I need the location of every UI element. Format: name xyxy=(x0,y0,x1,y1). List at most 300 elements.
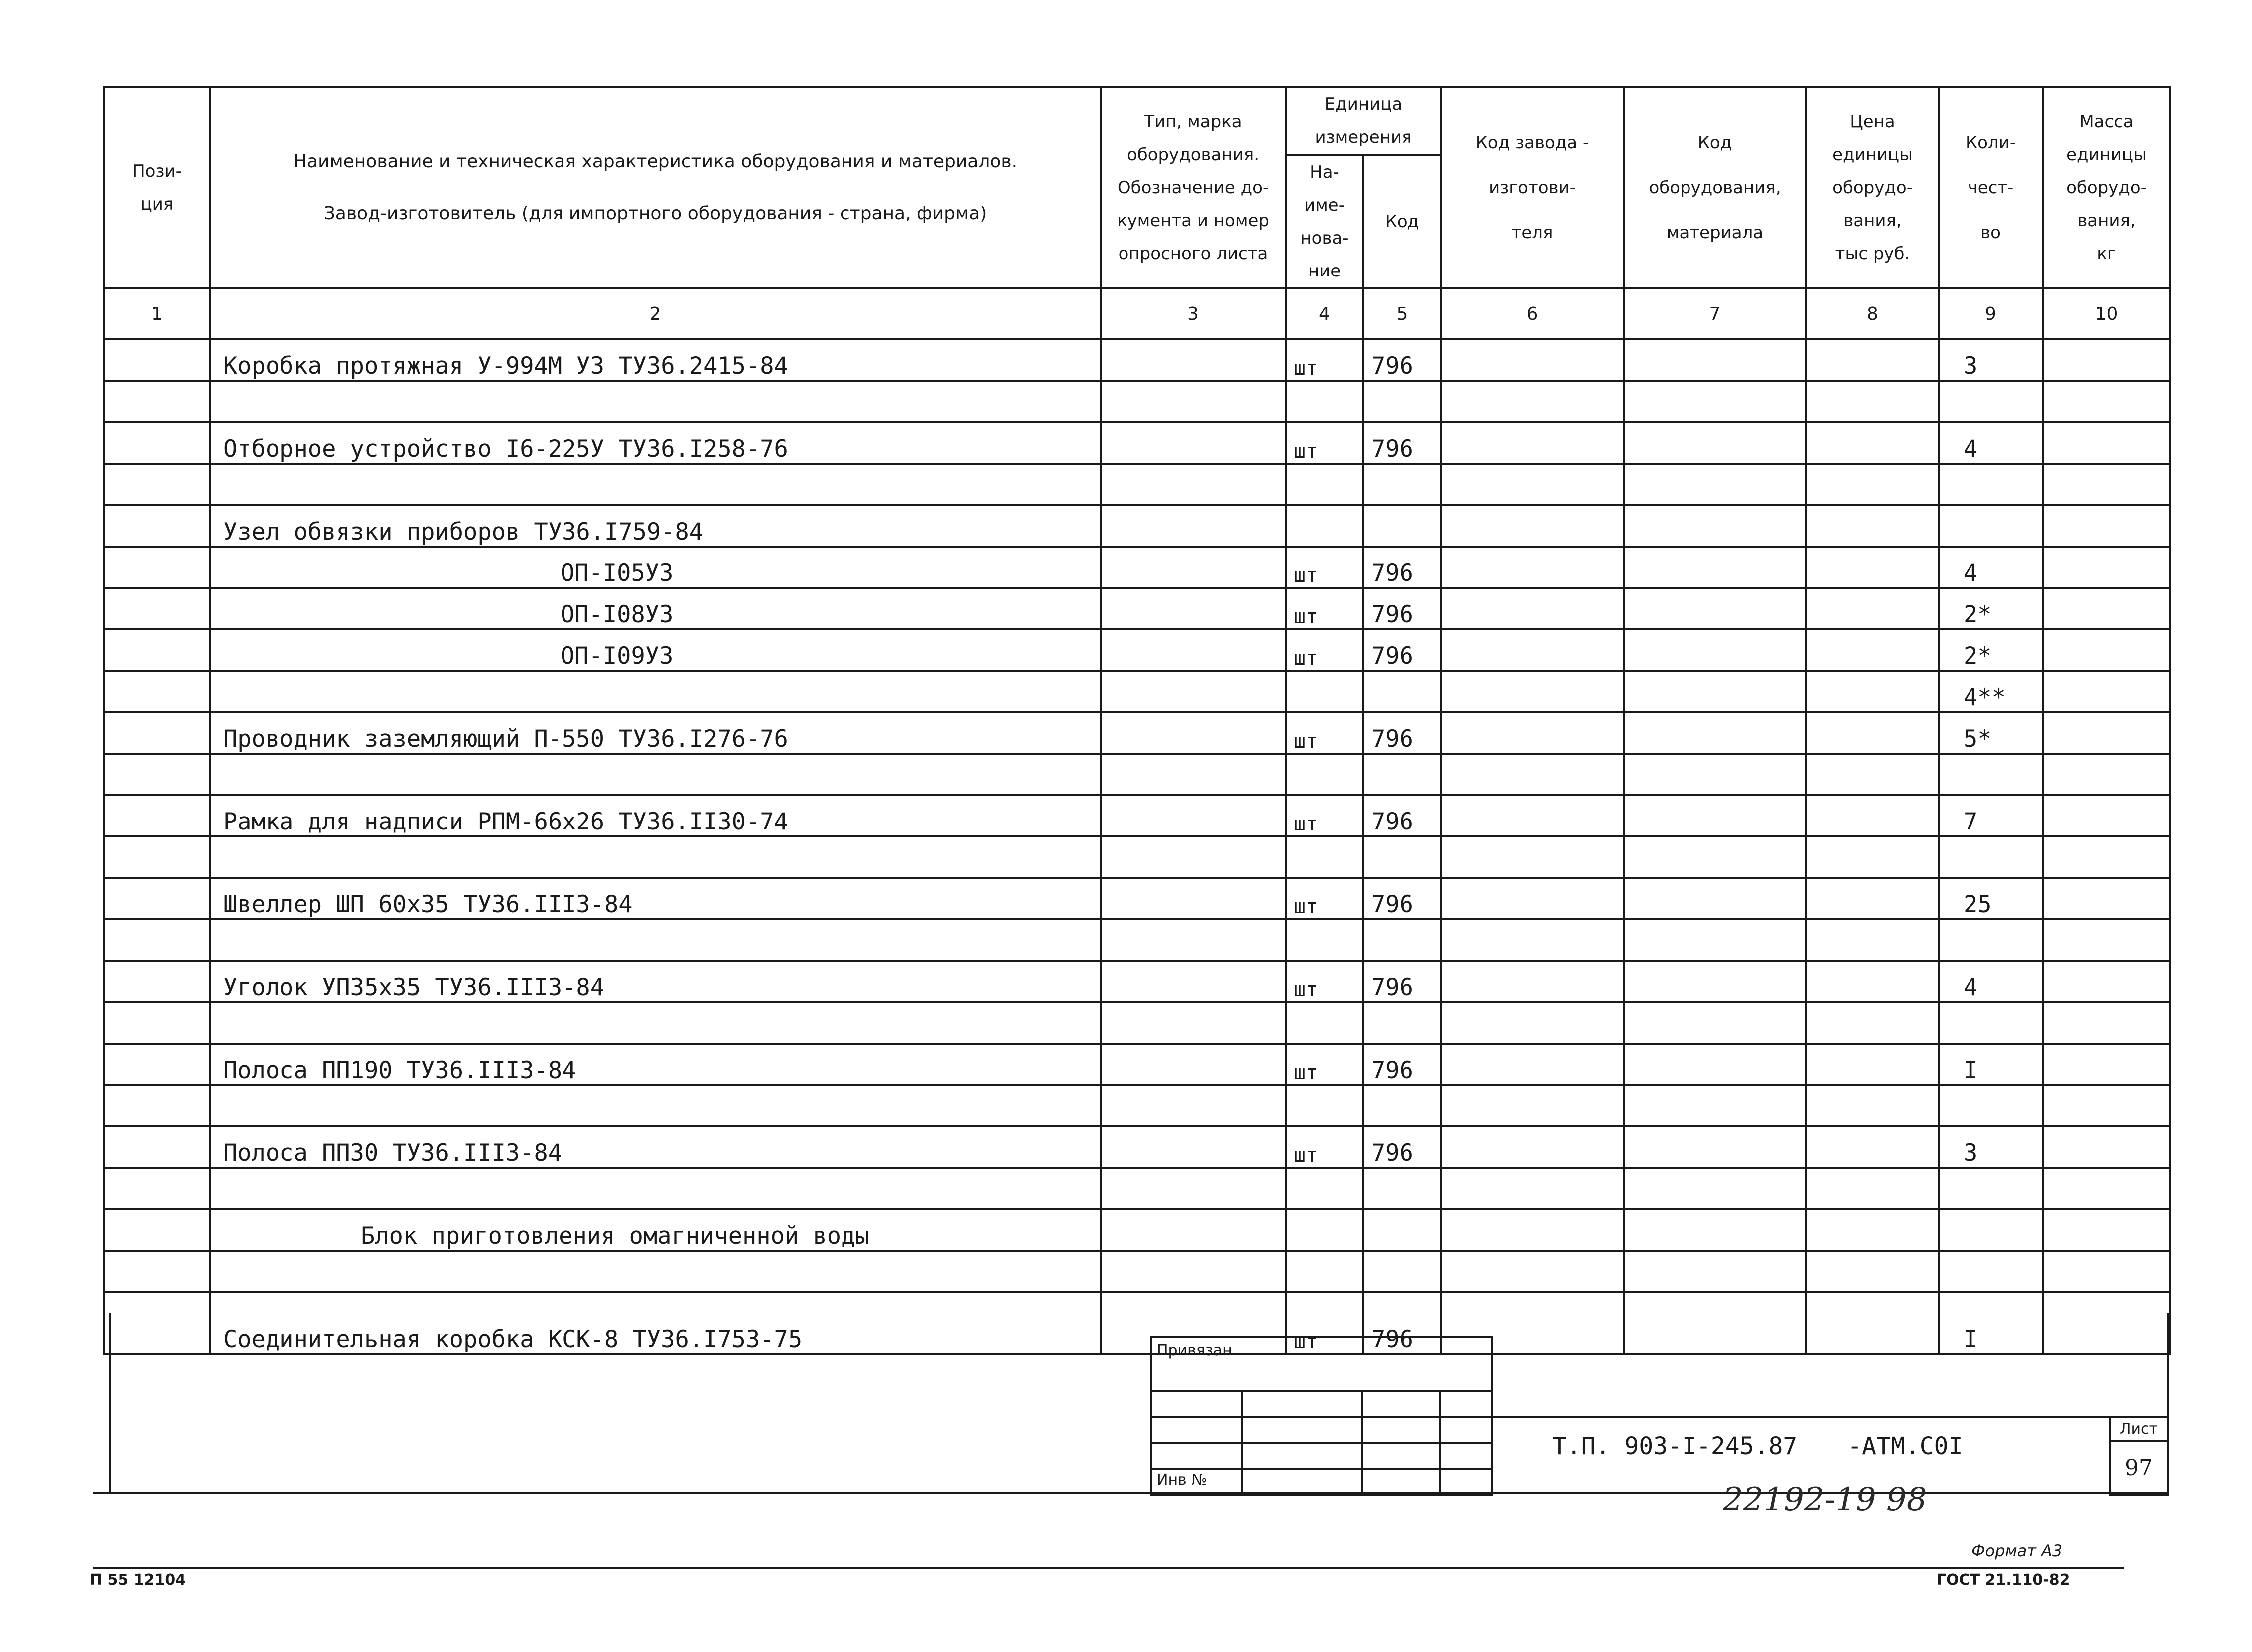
cell-type xyxy=(1101,671,1286,712)
doc-number-suffix: -АТМ.С0I xyxy=(1847,1432,1963,1460)
cell-quantity xyxy=(1939,754,2043,795)
cell-plant-code xyxy=(1441,961,1624,1002)
cell-equipment-code xyxy=(1624,1292,1806,1354)
cell-mass xyxy=(2043,878,2170,919)
cell-unit-code: 796 xyxy=(1363,712,1441,754)
cell-name xyxy=(210,671,1101,712)
cell-position xyxy=(104,547,210,588)
column-number: 5 xyxy=(1363,288,1441,339)
cell-equipment-code xyxy=(1624,1168,1806,1209)
cell-plant-code xyxy=(1441,712,1624,754)
cell-name: ОП-I05УЗ xyxy=(210,547,1101,588)
cell-unit-code: 796 xyxy=(1363,1126,1441,1168)
table-row xyxy=(104,1209,2170,1251)
table-row xyxy=(104,1168,2170,1209)
cell-type xyxy=(1101,1044,1286,1085)
cell-position xyxy=(104,712,210,754)
cell-mass xyxy=(2043,588,2170,629)
cell-unit-code xyxy=(1363,754,1441,795)
cell-equipment-code xyxy=(1624,1126,1806,1168)
cell-price xyxy=(1806,1126,1939,1168)
cell-quantity: 2* xyxy=(1939,629,2043,671)
table-row xyxy=(104,795,2170,836)
header-plant-code: Код завода - изготови- теля xyxy=(1441,87,1624,288)
cell-price xyxy=(1806,1168,1939,1209)
cell-mass xyxy=(2043,1126,2170,1168)
cell-unit-code xyxy=(1363,1251,1441,1292)
cell-unit-code xyxy=(1363,1168,1441,1209)
cell-plant-code xyxy=(1441,878,1624,919)
cell-mass xyxy=(2043,961,2170,1002)
cell-equipment-code xyxy=(1624,1002,1806,1044)
cell-price xyxy=(1806,754,1939,795)
column-number: 9 xyxy=(1939,288,2043,339)
cell-type xyxy=(1101,961,1286,1002)
cell-type xyxy=(1101,836,1286,878)
cell-name: Проводник заземляющий П-550 ТУ36.I276-76 xyxy=(210,712,1101,754)
cell-equipment-code xyxy=(1624,712,1806,754)
cell-quantity: 2* xyxy=(1939,588,2043,629)
table-row xyxy=(104,1044,2170,1085)
cell-equipment-code xyxy=(1624,836,1806,878)
cell-position xyxy=(104,1044,210,1085)
cell-mass xyxy=(2043,1085,2170,1126)
cell-position xyxy=(104,1251,210,1292)
cell-unit: шт xyxy=(1286,961,1363,1002)
cell-price xyxy=(1806,629,1939,671)
cell-price xyxy=(1806,795,1939,836)
cell-equipment-code xyxy=(1624,1085,1806,1126)
cell-price xyxy=(1806,422,1939,464)
cell-price xyxy=(1806,339,1939,381)
specification-table xyxy=(103,86,2171,1355)
frame-right-line xyxy=(2167,1313,2169,1492)
cell-position xyxy=(104,381,210,422)
cell-unit xyxy=(1286,464,1363,505)
cell-name xyxy=(210,1085,1101,1126)
cell-unit-code xyxy=(1363,836,1441,878)
cell-plant-code xyxy=(1441,339,1624,381)
cell-equipment-code xyxy=(1624,1251,1806,1292)
cell-position xyxy=(104,919,210,961)
cell-unit: шт xyxy=(1286,1044,1363,1085)
cell-position xyxy=(104,464,210,505)
cell-unit: шт xyxy=(1286,339,1363,381)
table-row xyxy=(104,339,2170,381)
cell-type xyxy=(1101,754,1286,795)
cell-plant-code xyxy=(1441,464,1624,505)
cell-type xyxy=(1101,1002,1286,1044)
cell-type xyxy=(1101,878,1286,919)
header-unit-group: Единица измерения xyxy=(1286,87,1441,155)
cell-unit xyxy=(1286,505,1363,547)
table-row xyxy=(104,629,2170,671)
cell-position xyxy=(104,1209,210,1251)
cell-quantity: 4** xyxy=(1939,671,2043,712)
cell-name xyxy=(210,1168,1101,1209)
cell-position xyxy=(104,671,210,712)
cell-unit xyxy=(1286,1085,1363,1126)
cell-unit: шт xyxy=(1286,878,1363,919)
table-row xyxy=(104,919,2170,961)
cell-unit xyxy=(1286,381,1363,422)
cell-quantity xyxy=(1939,1251,2043,1292)
cell-mass xyxy=(2043,381,2170,422)
cell-quantity: I xyxy=(1939,1292,2043,1354)
cell-plant-code xyxy=(1441,1044,1624,1085)
cell-mass xyxy=(2043,671,2170,712)
cell-mass xyxy=(2043,1168,2170,1209)
cell-name: Отборное устройство I6-225У ТУ36.I258-76 xyxy=(210,422,1101,464)
cell-quantity: 4 xyxy=(1939,961,2043,1002)
table-row xyxy=(104,712,2170,754)
cell-unit-code xyxy=(1363,1209,1441,1251)
cell-position xyxy=(104,629,210,671)
cell-mass xyxy=(2043,1002,2170,1044)
header-quantity: Коли- чест- во xyxy=(1939,87,2043,288)
cell-equipment-code xyxy=(1624,505,1806,547)
cell-equipment-code xyxy=(1624,1209,1806,1251)
cell-plant-code xyxy=(1441,588,1624,629)
cell-quantity: I xyxy=(1939,1044,2043,1085)
cell-equipment-code xyxy=(1624,754,1806,795)
cell-quantity: 25 xyxy=(1939,878,2043,919)
cell-position xyxy=(104,339,210,381)
table-row xyxy=(104,505,2170,547)
cell-position xyxy=(104,1168,210,1209)
cell-name: Блок приготовления омагниченной воды xyxy=(210,1209,1101,1251)
cell-position xyxy=(104,754,210,795)
cell-price xyxy=(1806,671,1939,712)
header-type-brand: Тип, марка оборудования. Обозначение до- кумента и номер опросного листа xyxy=(1101,87,1286,288)
cell-unit-code: 796 xyxy=(1363,588,1441,629)
stamp-line xyxy=(1241,1390,1243,1494)
cell-equipment-code xyxy=(1624,422,1806,464)
document-number xyxy=(1552,1432,1963,1460)
stamp-inv-label: Инв № xyxy=(1157,1471,1207,1489)
cell-unit-code xyxy=(1363,919,1441,961)
cell-plant-code xyxy=(1441,1002,1624,1044)
cell-unit: шт xyxy=(1286,1126,1363,1168)
cell-unit xyxy=(1286,1251,1363,1292)
cell-equipment-code xyxy=(1624,795,1806,836)
table-row xyxy=(104,1085,2170,1126)
frame-left-line xyxy=(109,1313,111,1492)
column-number-row xyxy=(104,288,2170,339)
cell-price xyxy=(1806,1002,1939,1044)
header-description: Наименование и техническая характеристика оборудования и материалов. Завод-изготовитель (для импортного оборудования - страна, фирма) xyxy=(210,87,1101,288)
cell-quantity xyxy=(1939,919,2043,961)
cell-unit-code: 796 xyxy=(1363,1044,1441,1085)
cell-position xyxy=(104,795,210,836)
cell-position xyxy=(104,505,210,547)
cell-price xyxy=(1806,1209,1939,1251)
cell-price xyxy=(1806,1085,1939,1126)
cell-name xyxy=(210,1002,1101,1044)
cell-type xyxy=(1101,464,1286,505)
cell-price xyxy=(1806,1292,1939,1354)
cell-name: Швеллер ШП 60х35 ТУ36.III3-84 xyxy=(210,878,1101,919)
table-row xyxy=(104,836,2170,878)
cell-equipment-code xyxy=(1624,547,1806,588)
cell-position xyxy=(104,1126,210,1168)
cell-unit-code: 796 xyxy=(1363,1292,1441,1354)
doc-number-main: Т.П. 903-I-245.87 xyxy=(1552,1432,1798,1460)
cell-unit: шт xyxy=(1286,422,1363,464)
cell-plant-code xyxy=(1441,671,1624,712)
cell-type xyxy=(1101,547,1286,588)
cell-unit xyxy=(1286,1209,1363,1251)
cell-quantity xyxy=(1939,1002,2043,1044)
cell-plant-code xyxy=(1441,1168,1624,1209)
cell-mass xyxy=(2043,629,2170,671)
cell-quantity xyxy=(1939,464,2043,505)
table-row xyxy=(104,754,2170,795)
header-equipment-code: Код оборудования, материала xyxy=(1624,87,1806,288)
cell-equipment-code xyxy=(1624,629,1806,671)
cell-equipment-code xyxy=(1624,339,1806,381)
cell-mass xyxy=(2043,464,2170,505)
cell-unit xyxy=(1286,1002,1363,1044)
cell-plant-code xyxy=(1441,754,1624,795)
cell-price xyxy=(1806,588,1939,629)
cell-name: Узел обвязки приборов ТУ36.I759-84 xyxy=(210,505,1101,547)
cell-mass xyxy=(2043,1044,2170,1085)
cell-name: Рамка для надписи РПМ-66х26 ТУ36.II30-74 xyxy=(210,795,1101,836)
cell-plant-code xyxy=(1441,1209,1624,1251)
table-row xyxy=(104,1251,2170,1292)
cell-equipment-code xyxy=(1624,464,1806,505)
cell-unit-code xyxy=(1363,1085,1441,1126)
cell-position xyxy=(104,1292,210,1354)
cell-name xyxy=(210,919,1101,961)
cell-name xyxy=(210,1251,1101,1292)
cell-plant-code xyxy=(1441,1126,1624,1168)
cell-quantity: 4 xyxy=(1939,547,2043,588)
cell-quantity xyxy=(1939,505,2043,547)
cell-mass xyxy=(2043,712,2170,754)
table-row xyxy=(104,1002,2170,1044)
sheet-label: Лист xyxy=(2111,1418,2167,1442)
handwritten-number: 22192-19 98 xyxy=(1723,1481,1927,1518)
sheet-number: 97 xyxy=(2125,1455,2153,1481)
cell-unit-code: 796 xyxy=(1363,422,1441,464)
table-body xyxy=(104,339,2170,1354)
cell-plant-code xyxy=(1441,381,1624,422)
header-unit-name: На- име- нова- ние xyxy=(1286,155,1363,288)
footer-code: П 55 12104 xyxy=(90,1571,186,1589)
cell-plant-code xyxy=(1441,919,1624,961)
column-number: 2 xyxy=(210,288,1101,339)
cell-type xyxy=(1101,795,1286,836)
cell-quantity: 3 xyxy=(1939,339,2043,381)
cell-type xyxy=(1101,1251,1286,1292)
cell-price xyxy=(1806,547,1939,588)
cell-mass xyxy=(2043,422,2170,464)
cell-name xyxy=(210,836,1101,878)
cell-unit: шт xyxy=(1286,795,1363,836)
header-unit-mass: Масса единицы оборудо- вания, кг xyxy=(2043,87,2170,288)
format-label: Формат А3 xyxy=(1971,1541,2063,1560)
cell-plant-code xyxy=(1441,547,1624,588)
gost-label: ГОСТ 21.110-82 xyxy=(1937,1571,2070,1589)
cell-price xyxy=(1806,961,1939,1002)
column-number: 4 xyxy=(1286,288,1363,339)
cell-type xyxy=(1101,629,1286,671)
cell-name: Соединительная коробка КСК-8 ТУ36.I753-75 xyxy=(210,1292,1101,1354)
cell-mass xyxy=(2043,505,2170,547)
cell-unit-code xyxy=(1363,671,1441,712)
cell-unit-code xyxy=(1363,505,1441,547)
cell-unit xyxy=(1286,836,1363,878)
cell-plant-code xyxy=(1441,422,1624,464)
cell-unit: шт xyxy=(1286,547,1363,588)
cell-type xyxy=(1101,422,1286,464)
cell-plant-code xyxy=(1441,1251,1624,1292)
column-number: 8 xyxy=(1806,288,1939,339)
cell-position xyxy=(104,422,210,464)
cell-equipment-code xyxy=(1624,381,1806,422)
cell-mass xyxy=(2043,339,2170,381)
cell-equipment-code xyxy=(1624,919,1806,961)
cell-unit: шт xyxy=(1286,712,1363,754)
cell-unit-code xyxy=(1363,1002,1441,1044)
cell-price xyxy=(1806,919,1939,961)
table-row xyxy=(104,1292,2170,1354)
cell-unit-code: 796 xyxy=(1363,795,1441,836)
cell-plant-code xyxy=(1441,1085,1624,1126)
cell-mass xyxy=(2043,547,2170,588)
cell-equipment-code xyxy=(1624,588,1806,629)
column-number: 10 xyxy=(2043,288,2170,339)
cell-price xyxy=(1806,836,1939,878)
cell-unit xyxy=(1286,671,1363,712)
footer-line xyxy=(93,1567,2124,1569)
cell-unit-code: 796 xyxy=(1363,339,1441,381)
cell-mass xyxy=(2043,1292,2170,1354)
cell-quantity xyxy=(1939,1168,2043,1209)
cell-type xyxy=(1101,919,1286,961)
cell-quantity xyxy=(1939,836,2043,878)
cell-plant-code xyxy=(1441,505,1624,547)
sheet-number-box xyxy=(2109,1416,2169,1496)
header-position: Пози- ция xyxy=(104,87,210,288)
column-number: 3 xyxy=(1101,288,1286,339)
cell-price xyxy=(1806,505,1939,547)
cell-name xyxy=(210,754,1101,795)
cell-unit: шт xyxy=(1286,629,1363,671)
table-row xyxy=(104,381,2170,422)
cell-quantity: 4 xyxy=(1939,422,2043,464)
cell-unit-code: 796 xyxy=(1363,878,1441,919)
cell-mass xyxy=(2043,836,2170,878)
cell-type xyxy=(1101,339,1286,381)
cell-unit-code: 796 xyxy=(1363,629,1441,671)
cell-name: ОП-I08УЗ xyxy=(210,588,1101,629)
cell-position xyxy=(104,878,210,919)
cell-quantity xyxy=(1939,1209,2043,1251)
cell-mass xyxy=(2043,919,2170,961)
column-number: 6 xyxy=(1441,288,1624,339)
cell-unit: шт xyxy=(1286,588,1363,629)
cell-name: Коробка протяжная У-994М УЗ ТУ36.2415-84 xyxy=(210,339,1101,381)
table-row xyxy=(104,464,2170,505)
approval-stamp xyxy=(1150,1336,1493,1496)
cell-unit-code: 796 xyxy=(1363,547,1441,588)
table-row xyxy=(104,1126,2170,1168)
title-block-line xyxy=(1489,1416,2109,1418)
cell-mass xyxy=(2043,1209,2170,1251)
cell-quantity: 5* xyxy=(1939,712,2043,754)
cell-equipment-code xyxy=(1624,878,1806,919)
table-row xyxy=(104,422,2170,464)
cell-name: Уголок УП35х35 ТУ36.III3-84 xyxy=(210,961,1101,1002)
cell-unit xyxy=(1286,919,1363,961)
cell-type xyxy=(1101,588,1286,629)
cell-position xyxy=(104,588,210,629)
cell-name: Полоса ПП190 ТУ36.III3-84 xyxy=(210,1044,1101,1085)
cell-unit: шт xyxy=(1286,1292,1363,1354)
cell-name xyxy=(210,381,1101,422)
column-number: 7 xyxy=(1624,288,1806,339)
cell-price xyxy=(1806,1044,1939,1085)
stamp-line xyxy=(1361,1390,1363,1494)
cell-quantity: 3 xyxy=(1939,1126,2043,1168)
column-number: 1 xyxy=(104,288,210,339)
cell-quantity xyxy=(1939,381,2043,422)
cell-price xyxy=(1806,712,1939,754)
stamp-privyazan-label: Привязан xyxy=(1157,1342,1232,1359)
cell-type xyxy=(1101,1209,1286,1251)
table-row xyxy=(104,878,2170,919)
cell-plant-code xyxy=(1441,629,1624,671)
cell-type xyxy=(1101,1085,1286,1126)
cell-type xyxy=(1101,381,1286,422)
cell-equipment-code xyxy=(1624,1044,1806,1085)
header-unit-code: Код xyxy=(1363,155,1441,288)
cell-unit-code xyxy=(1363,464,1441,505)
cell-unit-code: 796 xyxy=(1363,961,1441,1002)
cell-position xyxy=(104,1002,210,1044)
cell-name: ОП-I09УЗ xyxy=(210,629,1101,671)
cell-mass xyxy=(2043,795,2170,836)
cell-plant-code xyxy=(1441,836,1624,878)
cell-quantity: 7 xyxy=(1939,795,2043,836)
cell-plant-code xyxy=(1441,795,1624,836)
cell-position xyxy=(104,961,210,1002)
cell-equipment-code xyxy=(1624,671,1806,712)
cell-price xyxy=(1806,381,1939,422)
cell-unit xyxy=(1286,754,1363,795)
cell-position xyxy=(104,836,210,878)
cell-unit-code xyxy=(1363,381,1441,422)
cell-price xyxy=(1806,1251,1939,1292)
cell-mass xyxy=(2043,754,2170,795)
table-row xyxy=(104,588,2170,629)
header-unit-price: Цена единицы оборудо- вания, тыс руб. xyxy=(1806,87,1939,288)
table-row xyxy=(104,671,2170,712)
cell-price xyxy=(1806,878,1939,919)
cell-name xyxy=(210,464,1101,505)
cell-type xyxy=(1101,1168,1286,1209)
cell-name: Полоса ПП30 ТУ36.III3-84 xyxy=(210,1126,1101,1168)
cell-position xyxy=(104,1085,210,1126)
cell-mass xyxy=(2043,1251,2170,1292)
cell-quantity xyxy=(1939,1085,2043,1126)
stamp-line xyxy=(1439,1390,1441,1494)
cell-type xyxy=(1101,712,1286,754)
cell-equipment-code xyxy=(1624,961,1806,1002)
